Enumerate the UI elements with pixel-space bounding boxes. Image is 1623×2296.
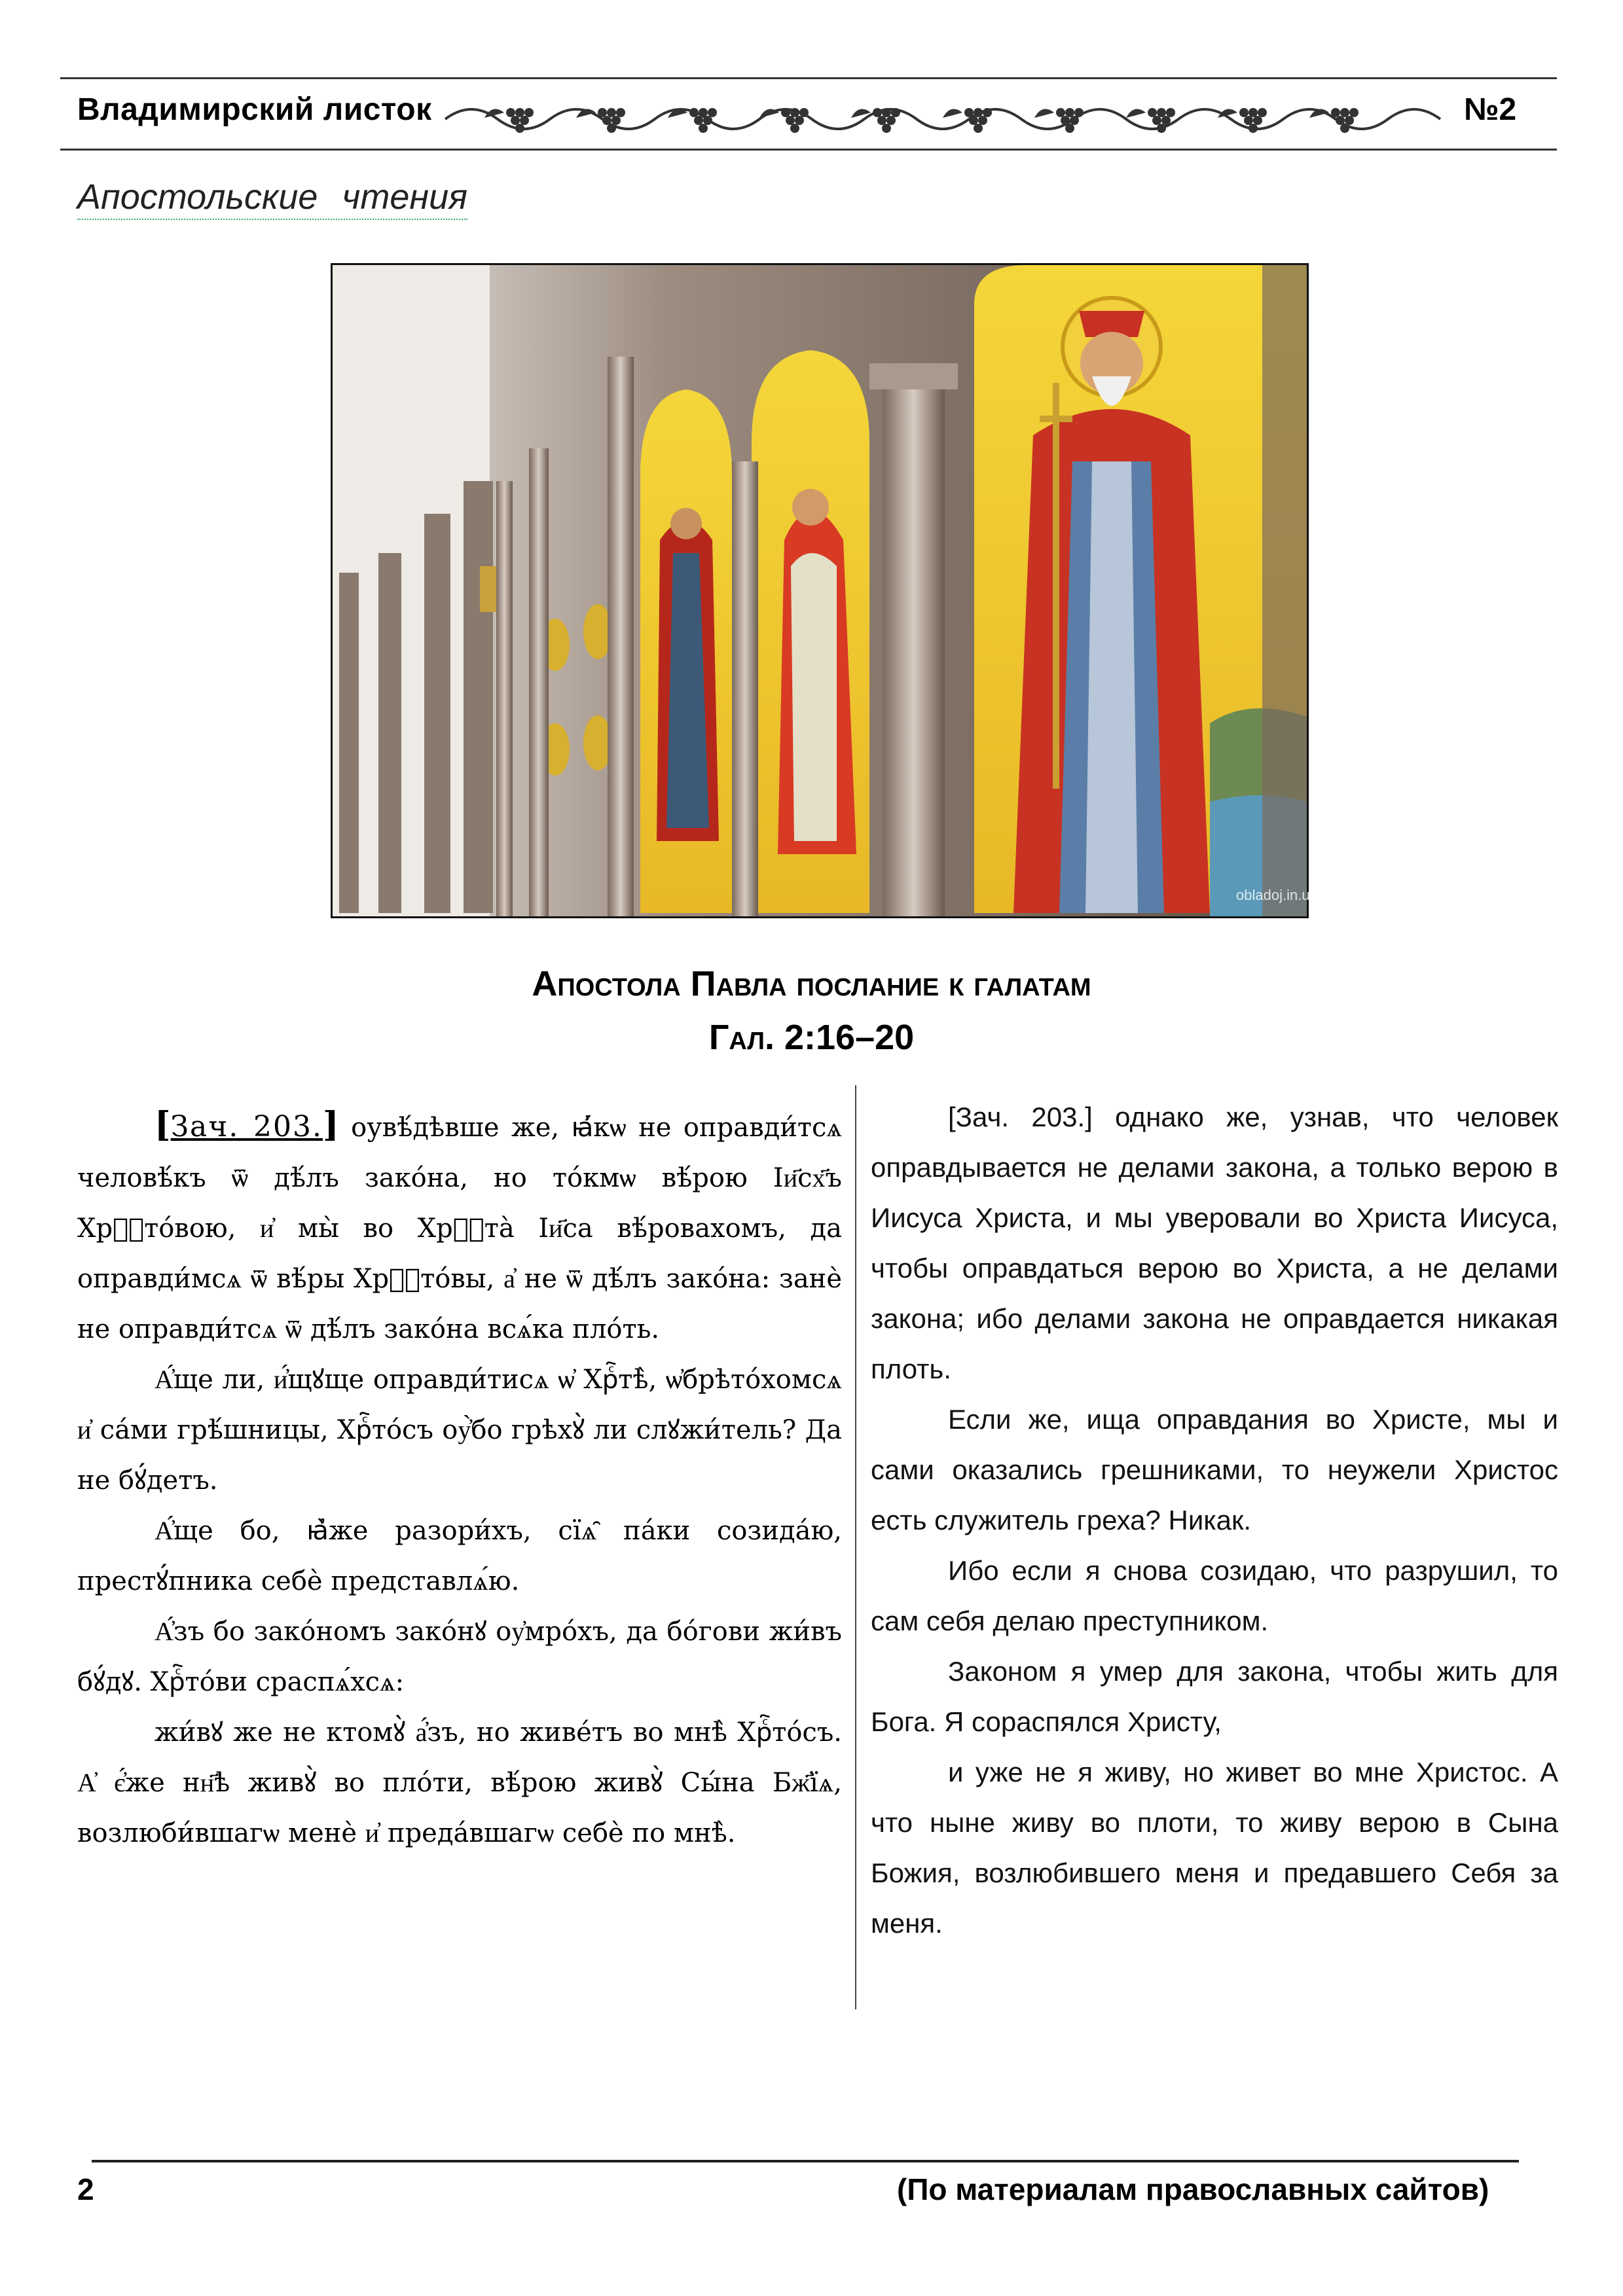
russian-paragraph: Если же, ища оправдания во Христе, мы и сами оказались грешниками, то неужели Христос есть служитель греха? Никак. [871,1404,1558,1535]
slavonic-paragraph: [Зач. 203.] оувѣ́дѣвше же, ꙗ҆́кѡ не оправди́тсѧ человѣ́къ ѿ дѣ́лъ зако́на, но то́кмѡ вѣ́рою Іи҃сх҃ъ Хрⷭ҇то́вою, и҆ мы̀ во Хрⷭ҇та̀ Іи҃са вѣ́ровахомъ, да оправди́мсѧ ѿ вѣ́ры Хрⷭ҇то́вы, а҆ не ѿ дѣ́лъ зако́на: занѐ не оправди́тсѧ ѿ дѣ́лъ зако́на всѧ́ка пло́ть. [77,1105,843,1344]
slavonic-paragraph: А҆́ще бо, ꙗ҆̀же разори́хъ, сїѧ̑ па́ки созида́ю, престꙋ́пника себѐ представлѧ́ю. [77,1516,842,1596]
publication-name: Владимирский листок [77,92,432,127]
header-top-rule [60,77,1557,79]
russian-paragraph: Ибо если я снова созидаю, что разрушил, то сам себя делаю преступником. [871,1555,1558,1636]
reading-reference: Гал. 2:16–20 [708,1018,915,1057]
section-title: Апостольские чтения [77,177,467,220]
header-bottom-rule [60,149,1557,151]
slavonic-paragraph: А҆́зъ бо зако́номъ зако́нꙋ оу҆мро́хъ, да бо́гови жи́въ бꙋ́дꙋ. Хрⷭ҇то́ви сраспѧ́хсѧ: [77,1617,842,1697]
photo-watermark: obladoj.in.ua [1236,887,1318,903]
russian-paragraph: [Зач. 203.] однако же, узнав, что человек оправдывается не делами закона, а только верою в Иисуса Христа, и мы уверовали во Христа Иисуса, чтобы оправдаться верою во Христа, а не делами закона; ибо делами закона не оправдается никакая плоть. [871,1102,1558,1384]
issue-number: №2 [1464,92,1517,127]
zachalo-label: Зач. 203. [170,1110,323,1143]
russian-paragraph: Законом я умер для закона, чтобы жить для Бога. Я сораспялся Христу, [871,1656,1558,1737]
russian-text-column [871,1092,1558,1948]
russian-paragraph: и уже не я живу, но живет во мне Христос. А что ныне живу во плоти, то живу верою в Сына Божия, возлюбившего меня и предавшего Себя за меня. [871,1757,1558,1939]
iconostasis-illustration [333,265,1318,916]
grapevine-ornament-icon [445,93,1440,139]
footer-rule [92,2160,1519,2162]
slavonic-text-column [77,1100,842,1859]
source-note: (По материалам православных сайтов) [897,2172,1489,2206]
slavonic-paragraph: жи́вꙋ же не ктомꙋ̀ а҆́зъ, но живе́тъ во мнѣ̀ Хрⷭ҇то́съ. А҆ є҆́же нн҃ѣ живꙋ̀ во пло́ти, вѣ́рою живꙋ̀ Сы́на Бж҃їѧ, возлюби́вшагѡ менѐ и҆ преда́вшагѡ себѐ по мнѣ̀. [77,1717,842,1848]
slavonic-paragraph: А҆́ще ли, и҆́щꙋще оправди́тисѧ ѡ҆ Хрⷭ҇тѣ̀, ѡ҆брѣто́хомсѧ и҆ са́ми грѣ́шницы, Хрⷭ҇то́съ оу҆̀бо грѣхꙋ̀ ли слꙋжи́тель? Да не бꙋ́детъ. [77,1365,842,1496]
reading-title: Апостола Павла послание к галатам [532,964,1091,1003]
column-divider [855,1085,856,2009]
iconostasis-photo [331,263,1318,918]
page-number: 2 [77,2172,94,2206]
